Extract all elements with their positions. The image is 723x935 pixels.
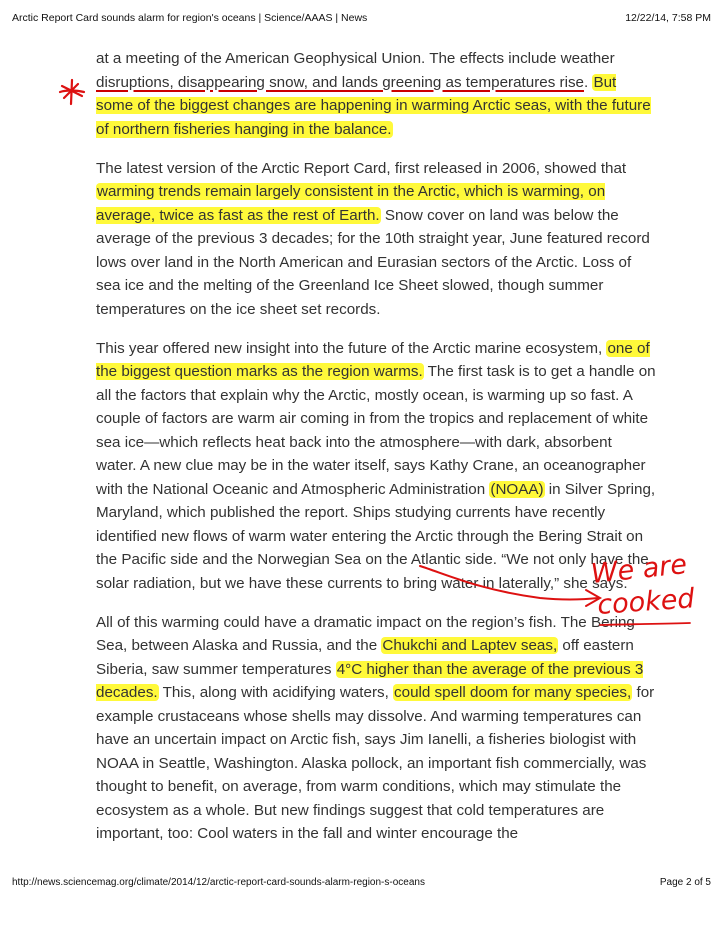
text-run: in Silver Spring, Maryland, which published the report. Ships studying currents have recently identified new flows of warm water entering the Arctic through the Bering Strait on the Pacific side and the Norwegian Sea on the Atlantic side. “We not only have the solar radiation, but we have these currents to bring water in laterally,” she says. [96,480,656,592]
highlighted-text: 4°C higher than the average of the previous 3 decades. [96,660,644,701]
text-run: This year offered new insight into the future of the Arctic marine ecosystem, [96,339,607,357]
page-url: http://news.sciencemag.org/climate/2014/12/arctic-report-card-sounds-alarm-region-s-oceans [12,877,425,888]
text-run: This, along with acidifying waters, [158,684,394,701]
highlighted-text: But some of the biggest changes are happening in warming Arctic seas, with the future of northern fisheries hanging in the balance. [96,73,651,138]
text-run: All of this warming could have a dramatic impact on the region’s fish. The Bering Sea, between Alaska and Russia, and the [96,613,635,654]
highlighted-text: (NOAA) [490,480,544,498]
text-run: The latest version of the Arctic Report Card, first released in 2006, showed that [96,159,627,177]
text-run: Snow cover on land was below the average of the previous 3 decades; for the 10th straight year, June featured record lows over land in the North American and Eurasian sectors of the Arctic. Loss of sea ice and the melting of the Greenland Ice Sheet slowed, though summer temperatures on the ice sheet set records. [96,206,650,318]
paragraph-2 [96,157,656,322]
highlighted-text: one of the biggest question marks as the region warms. [96,339,650,380]
handwritten-note-line-2: cooked [596,583,696,621]
text-run: The first task is to get a handle on all the factors that explain why the Arctic, mostly ocean, is warming up so fast. A couple of factors are warm air coming in from the tropics and replacement of white sea ice—which reflects heat back into the atmosphere—with dark, absorbent water. A new clue may be in the water itself, says Kathy Crane, an oceanographer with the National Oceanic and Atmospheric Administration [96,363,656,498]
text-run: for example crustaceans whose shells may dissolve. And warming temperatures can have an uncertain impact on Arctic fish, says Jim Ianelli, a fisheries biologist with NOAA in Seattle, Washington. Alaska pollock, an important fish commercially, was thought to benefit, on average, from warm conditions, which may stimulate the ecosystem as a whole. But new findings suggest that cold temperatures are important, too: Cool waters in the fall and winter encourage the [96,684,655,842]
highlighted-text: could spell doom for many species, [394,684,632,701]
page-number: Page 2 of 5 [659,877,711,888]
underlined-text: disruptions, disappearing snow, and lands greening as temperatures rise [96,73,584,91]
print-footer [12,877,711,893]
paragraph-1 [96,47,656,141]
text-run: at a meeting of the American Geophysical Union. The effects include weather [96,50,615,67]
paragraph-3 [96,337,656,596]
highlighted-text: Chukchi and Laptev seas, [382,637,558,654]
handwritten-note-line-1: We are [589,549,689,590]
page-title: Arctic Report Card sounds alarm for region's oceans | Science/AAAS | News [12,12,368,24]
asterisk-icon [60,80,84,104]
highlighted-text: warming trends remain largely consistent in the Arctic, which is warming, on average, twice as fast as the rest of Earth. [96,183,606,224]
paragraph-4 [96,611,656,846]
print-header [12,12,711,28]
article-body [96,47,656,861]
text-run: . [583,73,593,91]
text-run: off eastern Siberia, saw summer temperatures [96,637,634,678]
print-datetime: 12/22/14, 7:58 PM [625,12,711,24]
